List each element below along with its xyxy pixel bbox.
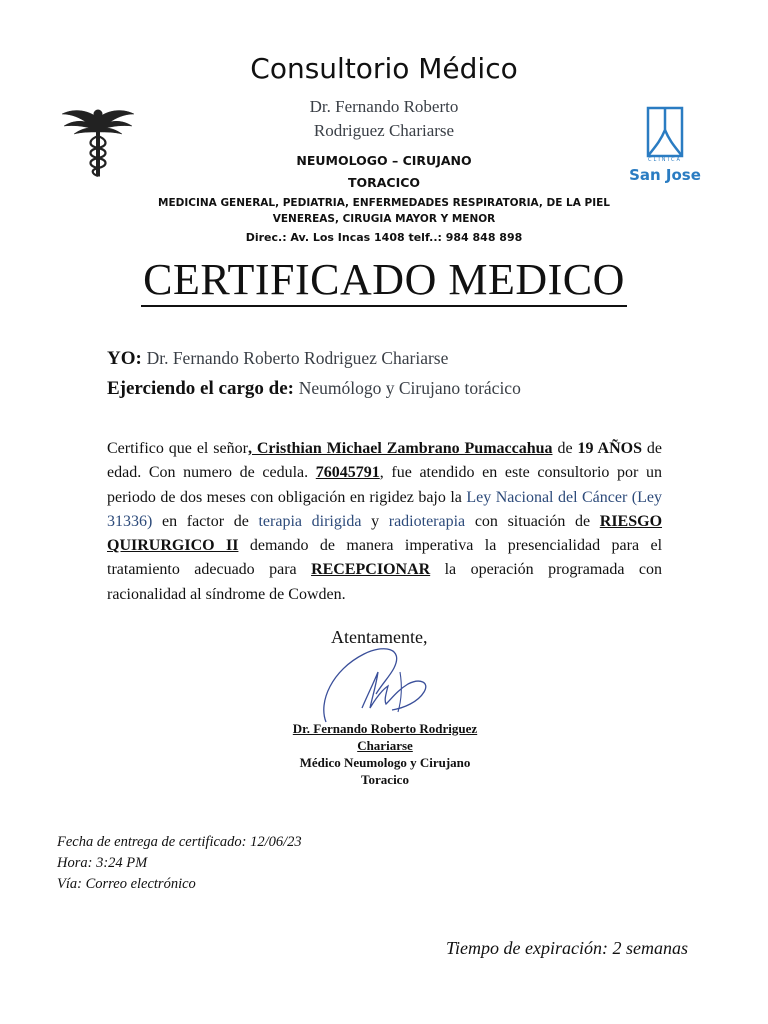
- body-text: en factor de: [152, 512, 259, 530]
- patient-age: 19 AÑOS: [577, 440, 642, 457]
- san-jose-logo-icon: [626, 104, 704, 160]
- delivery-time: Hora: 3:24 PM: [57, 855, 148, 871]
- signer-title-line2: Toracico: [361, 772, 409, 787]
- delivery-date: Fecha de entrega de certificado: 12/06/23: [57, 834, 302, 850]
- closing-greeting: Atentamente,: [331, 627, 428, 647]
- logo-text: San Jose: [629, 166, 701, 184]
- law-reference: Ley Nacional del Cáncer (Ley 31336): [107, 488, 662, 530]
- body-text: la operación programada con racionalidad al síndrome de Cowden.: [107, 561, 662, 603]
- certificate-title-text: CERTIFICADO MEDICO: [141, 255, 627, 307]
- cargo-line: [107, 378, 521, 400]
- clinic-logo: [626, 104, 704, 190]
- services: [0, 195, 768, 227]
- body-text: , fue atendido en este consultorio por un periodo de dos meses con obligación en rigidez bajo la: [107, 464, 662, 506]
- expiry-note: Tiempo de expiración: 2 semanas: [446, 938, 688, 958]
- caduceus-icon: [60, 100, 136, 180]
- patient-name: , Cristhian Michael Zambrano Pumaccahua: [247, 440, 553, 457]
- therapy-2: radioterapia: [388, 512, 466, 530]
- signer-block: [260, 720, 510, 788]
- logo-small-text: CLINICA: [648, 157, 682, 163]
- cargo-label: Ejerciendo el cargo de:: [107, 378, 294, 399]
- signer-name-line1: Dr. Fernando Roberto Rodriguez: [292, 721, 478, 736]
- delivery-method: Vía: Correo electrónico: [57, 876, 196, 892]
- risk-level: RIESGO QUIRURGICO II: [107, 512, 663, 555]
- body-text: de: [552, 440, 578, 457]
- signer-title-line1: Médico Neumologo y Cirujano: [299, 755, 471, 770]
- services-line2: VENEREAS, CIRUGIA MAYOR Y MENOR: [272, 213, 496, 225]
- specialty-line2: TORACICO: [347, 175, 421, 190]
- therapy-1: terapia dirigida: [258, 512, 362, 530]
- signature-icon: [312, 642, 442, 727]
- doctor-name-line2: Rodriguez Chariarse: [313, 121, 455, 140]
- yo-value: Dr. Fernando Roberto Rodriguez Chariarse: [146, 348, 449, 368]
- body-text: con situación de: [465, 512, 600, 530]
- yo-label: YO:: [107, 348, 142, 369]
- certificate-body: [107, 437, 662, 607]
- signer-name-line2: Chariarse: [357, 738, 413, 753]
- action-word: RECEPCIONAR: [311, 561, 431, 579]
- yo-line: [107, 348, 448, 370]
- doctor-name-line1: Dr. Fernando Roberto: [309, 97, 459, 116]
- clinic-name: Consultorio Médico: [250, 52, 518, 85]
- certificate-title: [0, 254, 768, 305]
- body-text: y: [361, 512, 389, 530]
- cargo-value: Neumólogo y Cirujano torácico: [298, 378, 521, 398]
- cedula-number: 76045791: [315, 464, 380, 482]
- body-text: demando de manera imperativa la presencialidad para el tratamiento adecuado para: [107, 537, 663, 579]
- services-line1: MEDICINA GENERAL, PEDIATRIA, ENFERMEDADES RESPIRATORIA, DE LA PIEL: [158, 197, 610, 209]
- address: Direc.: Av. Los Incas 1408 telf..: 984 848 898: [245, 231, 523, 244]
- body-text: de edad. Con numero de cedula.: [107, 440, 662, 482]
- specialty-line1: NEUMOLOGO – CIRUJANO: [296, 153, 472, 168]
- delivery-info: [57, 832, 302, 895]
- body-text: Certifico que el señor: [107, 440, 248, 457]
